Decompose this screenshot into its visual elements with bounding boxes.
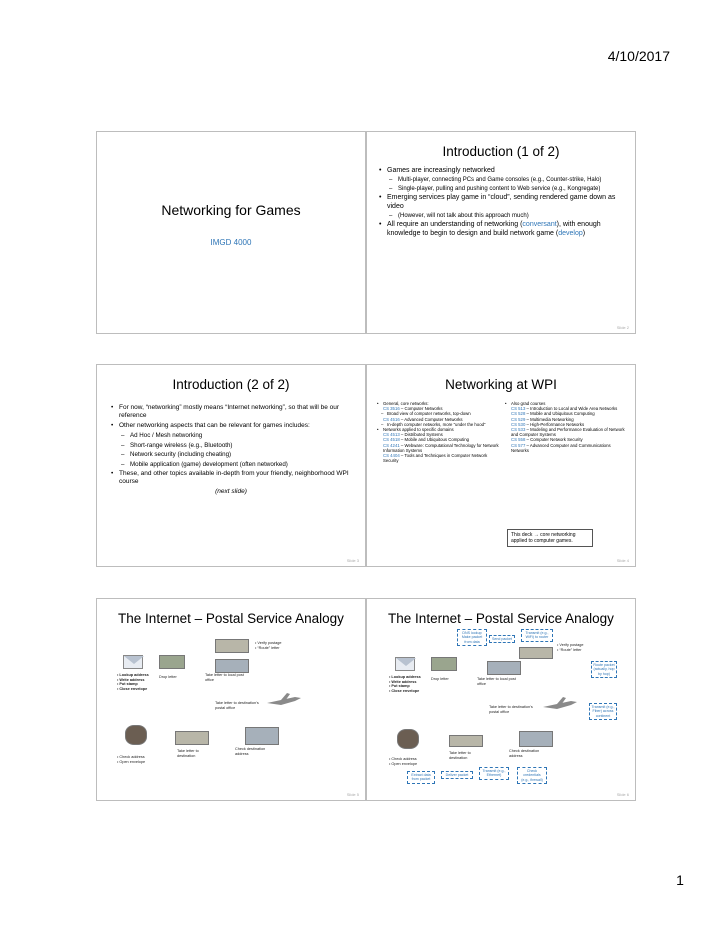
bullet: • Games are increasingly networked (379, 167, 625, 176)
sender-steps-label: • Lookup address • Write address • Put stamp • Close envelope (117, 673, 149, 691)
course-title: – Introduction to Local and Wide Area Networks (525, 406, 618, 412)
mail-truck-icon (519, 647, 553, 659)
slide-number: Slide 5 (346, 792, 359, 797)
course-title: – Advanced Computer and Communications Networks (511, 442, 611, 453)
course-code: CS 558 (511, 437, 526, 443)
slide-1 (96, 131, 366, 334)
destination-office-icon (519, 731, 553, 747)
slide-1-subtitle: IMGD 4000 (210, 238, 252, 247)
slide-number: Slide 3 (346, 558, 359, 563)
text: All require an understanding of networking ( (387, 221, 523, 228)
course-code: CS 513 (511, 406, 526, 412)
take-local-label: Take letter to local post office (477, 677, 516, 686)
course-item (377, 443, 499, 453)
slide-2 (366, 131, 636, 334)
course-title: – Computer Network Security (525, 437, 583, 443)
slide-3-title: Introduction (2 of 2) (172, 377, 290, 392)
slide-5 (96, 598, 366, 801)
bullet: • Emerging services play game in “cloud”, sending rendered game down as video (379, 194, 625, 211)
course-title: – High-Performance Networks (525, 421, 585, 427)
course-code: CS 530 (511, 421, 526, 427)
slide-6 (366, 598, 636, 801)
mailbox-icon (431, 657, 457, 671)
text: ) (582, 229, 586, 237)
sub-bullet: – Mobile application (game) development (often networked) (111, 461, 355, 469)
highlight-word: develop (558, 229, 583, 237)
course-code: CS 4516 (383, 416, 400, 422)
pipe-icon (397, 729, 419, 749)
sub-bullet: – Single-player, pulling and pushing content to Web service (e.g., Kongregate) (379, 186, 625, 193)
transmit-ethernet-box: Transmit (e.g., Ethernet) (479, 767, 509, 780)
course-title: – Tools and Techniques in Computer Network Security (383, 453, 488, 464)
destination-office-icon (245, 727, 279, 745)
sub-bullet: – Network security (including cheating) (111, 451, 355, 459)
course-title: – Mobile and Ubiquitous Computing (399, 437, 470, 443)
airplane-icon (541, 695, 579, 715)
bullet: • For now, “networking” mostly means “Internet networking”, so that will be our reference (111, 404, 355, 420)
course-title: – Multimedia Networking (525, 416, 574, 422)
sub-bullet: – Ad Hoc / Mesh networking (111, 432, 355, 440)
take-dest-label: Take letter to destination’s postal office (489, 705, 533, 714)
page-number: 1 (676, 872, 684, 888)
course-code: CS 3516 (383, 406, 400, 412)
course-columns (377, 401, 627, 463)
postal-analogy-diagram (115, 629, 349, 794)
course-item (505, 443, 627, 453)
course-title: – Distributed Systems (399, 432, 443, 438)
dns-lookup-box: DNS lookup Make packet from data (457, 629, 487, 646)
verify-label: • Verify postage • “Route” letter (255, 641, 282, 650)
bullet: • These, and other topics available in-depth from your friendly, neighborhood WPI course (111, 470, 355, 486)
course-title: – Webware: Computational Technology for Network Information Systems (383, 442, 499, 453)
transmit-router-box: Transmit (e.g., WiFi) to router (521, 629, 553, 642)
course-item (505, 427, 627, 437)
course-title: – Modeling and Performance Evaluation of Network and Computer Systems (511, 427, 625, 438)
slide-number: Slide 6 (616, 792, 629, 797)
check-dest-label: Check destination address (509, 749, 540, 758)
check-credentials-box: Check credentials (e.g., firewall) (517, 767, 547, 784)
grad-courses-column (505, 401, 627, 463)
receiver-steps-label: • Check address • Open envelope (117, 755, 146, 764)
bullet: • Other networking aspects that can be relevant for games includes: (111, 422, 355, 430)
course-heading: • General, core networks: (377, 401, 499, 406)
envelope-icon (395, 657, 415, 671)
course-title: – Computer Networks (399, 406, 443, 412)
sub-bullet: – Multi-player, connecting PCs and Game consoles (e.g., Counter-strike, Halo) (379, 177, 625, 184)
slide-2-title: Introduction (1 of 2) (442, 144, 560, 159)
deliver-packet-box: Deliver packet (441, 771, 473, 779)
drop-letter-label: Drop letter (159, 675, 177, 679)
airplane-icon (265, 691, 303, 711)
post-office-icon (215, 659, 249, 673)
course-code: CS 4518 (383, 437, 400, 443)
course-code: CS 4241 (383, 442, 400, 448)
take-letter-dest-label: Take letter to destination (449, 751, 471, 760)
course-code: CS 533 (511, 427, 526, 433)
slide-3 (96, 364, 366, 567)
course-code: CS 4404 (383, 453, 400, 459)
delivery-truck-icon (449, 735, 483, 747)
highlight-word: conversant (522, 221, 557, 228)
course-desc: – In-depth computer networks, more “under the hood” (377, 422, 499, 427)
take-letter-dest-label: Take letter to destination (177, 749, 199, 758)
sub-bullet: – (However, will not talk about this approach much) (379, 213, 625, 220)
mail-truck-icon (215, 639, 249, 653)
take-local-label: Take letter to local post office (205, 673, 244, 682)
course-title: – Advanced Computer Networks (399, 416, 463, 422)
course-heading: • Also grad courses (505, 401, 627, 406)
slide-1-title: Networking for Games (161, 202, 301, 218)
slide-6-title: The Internet – Postal Service Analogy (388, 611, 614, 626)
course-code: CS 577 (511, 442, 526, 448)
course-desc: – Broad view of computer networks, top-down (377, 411, 499, 416)
note-box: This deck → core networking applied to computer games. (507, 529, 593, 547)
bullet (379, 221, 625, 238)
course-heading: • Networks applied to specific domains (377, 427, 499, 432)
course-code: CS 529 (511, 416, 526, 422)
date-header: 4/10/2017 (607, 48, 670, 64)
next-slide-note: (next slide) (215, 488, 247, 495)
transmit-fiber-box: Transmit (e.g., Fiber) across continent (589, 703, 617, 720)
sender-steps-label: • Lookup address • Write address • Put stamp • Close envelope (389, 675, 421, 693)
extract-data-box: Extract data from packet (407, 771, 435, 784)
text: ), with enough knowledge to begin to design and build network game ( (387, 221, 601, 237)
slide-5-title: The Internet – Postal Service Analogy (118, 611, 344, 626)
send-packet-box: Send packet (489, 635, 515, 643)
slide-number: Slide 4 (616, 558, 629, 563)
post-office-icon (487, 661, 521, 675)
course-code: CS 4513 (383, 432, 400, 438)
take-dest-label: Take letter to destination’s postal office (215, 701, 259, 710)
envelope-icon (123, 655, 143, 669)
course-code: CS 528 (511, 411, 526, 417)
course-item (377, 453, 499, 463)
check-dest-label: Check destination address (235, 747, 266, 756)
slide-4 (366, 364, 636, 567)
receiver-steps-label: • Check address • Open envelope (389, 757, 418, 766)
course-title: – Mobile and Ubiquitous Computing (525, 411, 595, 417)
route-packet-box: Route packet (actually, hop by hop) (591, 661, 617, 678)
sub-bullet: – Short-range wireless (e.g., Bluetooth) (111, 442, 355, 450)
core-courses-column (377, 401, 499, 463)
verify-label: • Verify postage • “Route” letter (557, 643, 584, 652)
pipe-icon (125, 725, 147, 745)
network-analogy-diagram (385, 629, 619, 794)
drop-letter-label: Drop letter (431, 677, 449, 681)
slide-number: Slide 2 (616, 325, 629, 330)
slide-4-title: Networking at WPI (445, 377, 557, 392)
mailbox-icon (159, 655, 185, 669)
delivery-truck-icon (175, 731, 209, 745)
slide-3-bullets (97, 404, 365, 486)
slide-2-bullets (367, 167, 635, 238)
